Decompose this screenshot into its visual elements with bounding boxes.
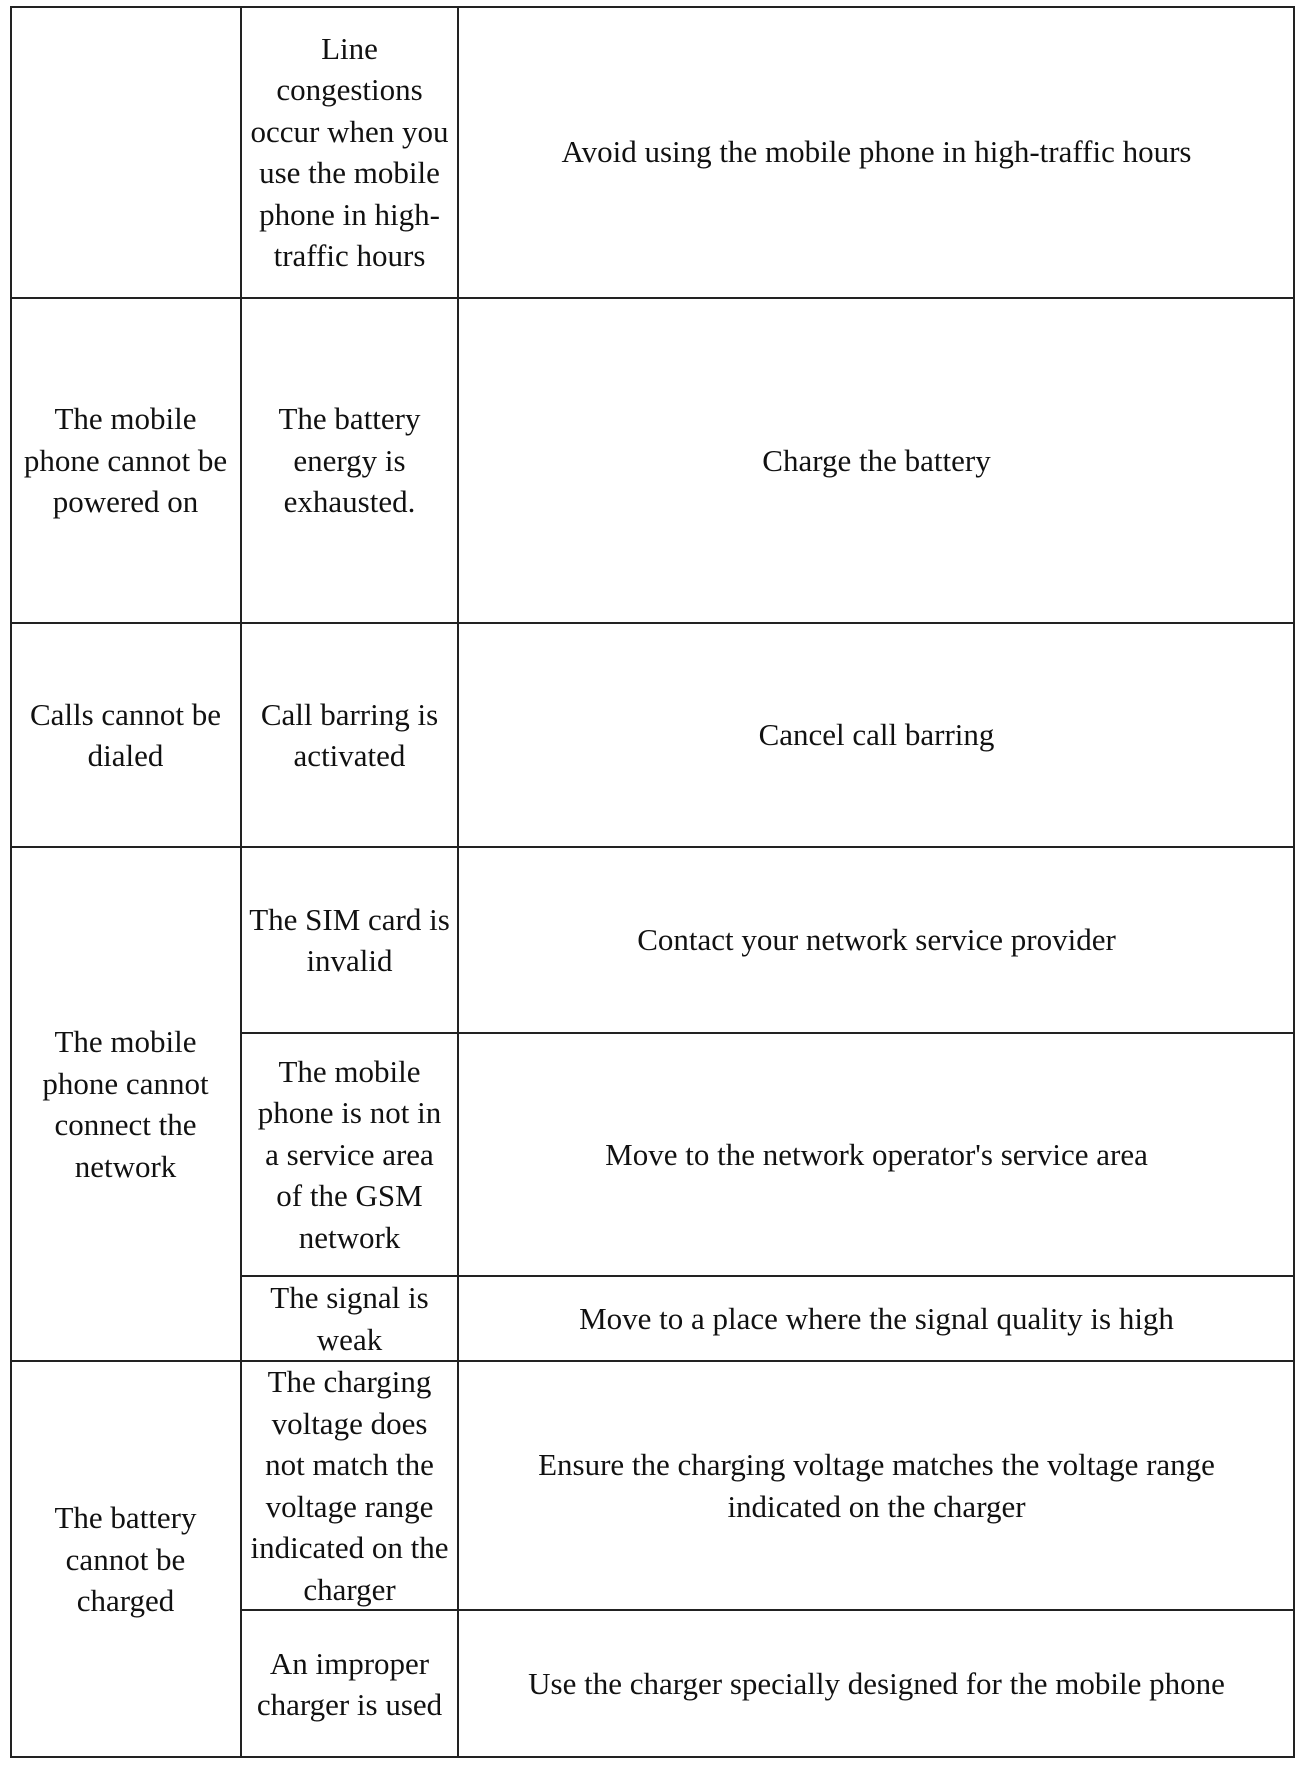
problem-cannot-connect-network: The mobile phone cannot connect the network <box>42 1024 209 1184</box>
cause-improper-charger: An improper charger is used <box>256 1645 443 1722</box>
solution-avoid-high-traffic: Avoid using the mobile phone in high-traffic hours <box>561 134 1192 170</box>
subrow-divider-2 <box>240 1275 1295 1277</box>
cause-line-congestion: Line congestions occur when you use the mobile phone in high-traffic hours <box>250 30 449 273</box>
problem-battery-cannot-charge: The battery cannot be charged <box>54 1500 197 1619</box>
row-divider-4 <box>10 1360 1295 1362</box>
column-divider-2 <box>457 6 459 1758</box>
problem-cannot-power-on: The mobile phone cannot be powered on <box>23 401 228 520</box>
solution-ensure-voltage: Ensure the charging voltage matches the voltage range indicated on the charger <box>538 1447 1215 1524</box>
solution-move-high-signal: Move to a place where the signal quality is high <box>579 1300 1174 1336</box>
problem-calls-cannot-dial: Calls cannot be dialed <box>29 696 222 773</box>
cause-sim-invalid: The SIM card is invalid <box>249 901 450 978</box>
solution-move-to-service-area: Move to the network operator's service area <box>605 1136 1148 1172</box>
cause-battery-exhausted: The battery energy is exhausted. <box>278 401 421 520</box>
row-divider-2 <box>10 622 1295 624</box>
solution-use-proper-charger: Use the charger specially designed for the mobile phone <box>528 1666 1225 1702</box>
problem-cell-empty <box>10 6 241 298</box>
row-divider-1 <box>10 297 1295 299</box>
column-divider-1 <box>240 6 242 1758</box>
border-bottom <box>10 1756 1295 1758</box>
cause-voltage-mismatch: The charging voltage does not match the voltage range indicated on the charger <box>250 1364 449 1607</box>
solution-charge-battery: Charge the battery <box>762 442 991 478</box>
border-top <box>10 6 1295 8</box>
row-divider-3 <box>10 846 1295 848</box>
border-left <box>10 6 12 1758</box>
troubleshooting-table <box>10 6 1295 1758</box>
solution-cancel-call-barring: Cancel call barring <box>758 717 995 753</box>
cause-not-in-service-area: The mobile phone is not in a service area of the GSM network <box>257 1053 442 1255</box>
cause-call-barring-active: Call barring is activated <box>260 696 439 773</box>
subrow-divider-3 <box>240 1609 1295 1611</box>
subrow-divider-1 <box>240 1032 1295 1034</box>
solution-contact-provider: Contact your network service provider <box>637 922 1116 958</box>
cause-signal-weak: The signal is weak <box>270 1280 429 1357</box>
border-right <box>1293 6 1295 1758</box>
